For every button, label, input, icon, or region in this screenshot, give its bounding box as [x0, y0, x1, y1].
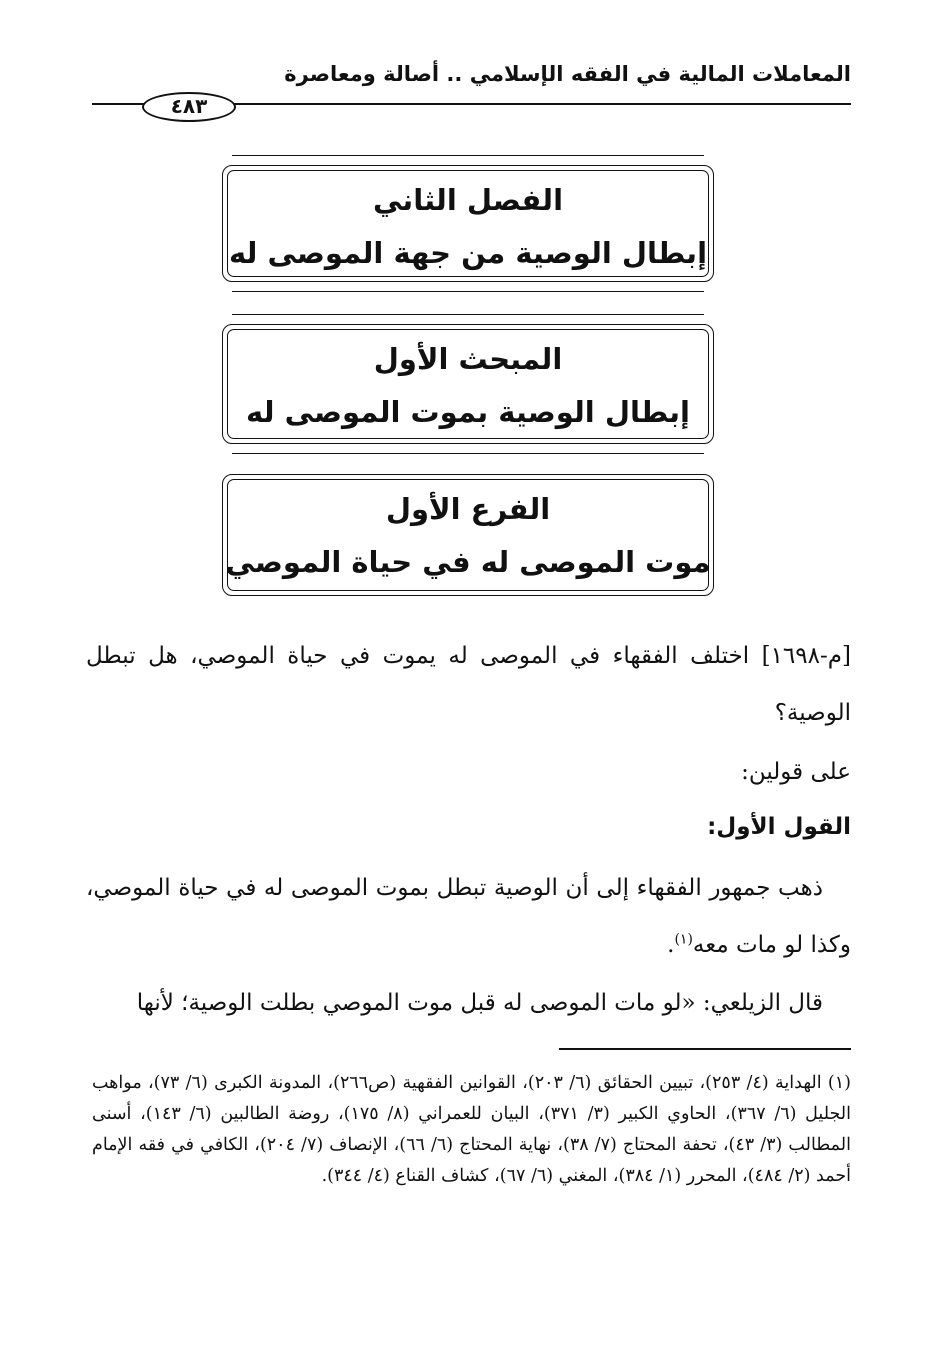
- page-number: ٤٨٣: [142, 92, 236, 122]
- section-heading: المبحث الأول: [373, 342, 563, 376]
- title-rule-bottom: [232, 291, 704, 292]
- chapter-subtitle: إبطال الوصية من جهة الموصى له: [228, 236, 708, 270]
- paragraph-zaylai-quote: قال الزيلعي: «لو مات الموصى له قبل موت الموصي بطلت الوصية؛ لأنها: [136, 990, 823, 1016]
- footnotes: [92, 1068, 851, 1192]
- footnote-reference[interactable]: (١): [674, 931, 693, 948]
- title-rule-bottom: [232, 453, 704, 454]
- title-border: [222, 324, 714, 444]
- paragraph-majority-view: [86, 860, 851, 974]
- paragraph-majority-text: ذهب جمهور الفقهاء إلى أن الوصية تبطل بموت الموصى له في حياة الموصي، وكذا لو مات معه: [86, 875, 851, 958]
- title-rule-top: [232, 155, 704, 156]
- paragraph-question: [م-١٦٩٨] اختلف الفقهاء في الموصى له يموت في حياة الموصي، هل تبطل الوصية؟: [86, 643, 851, 726]
- section-subtitle: إبطال الوصية بموت الموصى له: [246, 395, 690, 429]
- footnote-item: (١) الهداية (٤/ ٢٥٣)، تبيين الحقائق (٦/ ٢٠٣)، القوانين الفقهية (ص٢٦٦)، المدونة الكبرى (٦/ ٧٣)، مواهب الجليل (٦/ ٣٦٧)، الحاوي الكبير (٣/ ٣٧١)، البيان للعمراني (٨/ ١٧٥)، روضة الطالبين (٦/ ١٤٣)، أسنى المطالب (٣/ ٤٣)، تحفة المحتاج (٧/ ٣٨)، نهاية المحتاج (٦/ ٦٦)، الإنصاف (٧/ ٢٠٤)، الكافي في فقه الإمام أحمد (٢/ ٤٨٤)، المحرر (١/ ٣٨٤)، المغني (٦/ ٦٧)، كشاف القناع (٤/ ٣٤٤).: [92, 1073, 851, 1186]
- title-border: [222, 165, 714, 282]
- chapter-title-box: [222, 155, 714, 292]
- title-border: [222, 474, 714, 596]
- footnote-rule: [559, 1048, 851, 1050]
- first-opinion-heading: القول الأول:: [707, 814, 851, 840]
- subsection-title-box: [222, 470, 714, 600]
- section-title-box: [222, 314, 714, 454]
- subsection-subtitle: موت الموصى له في حياة الموصي: [225, 545, 711, 579]
- running-title: المعاملات المالية في الفقه الإسلامي .. أصالة ومعاصرة: [284, 62, 851, 86]
- paragraph-two-opinions: على قولين:: [741, 759, 851, 785]
- chapter-heading: الفصل الثاني: [372, 183, 564, 217]
- paragraph-end-mark: .: [667, 932, 675, 958]
- title-rule-top: [232, 314, 704, 315]
- subsection-heading: الفرع الأول: [385, 492, 551, 526]
